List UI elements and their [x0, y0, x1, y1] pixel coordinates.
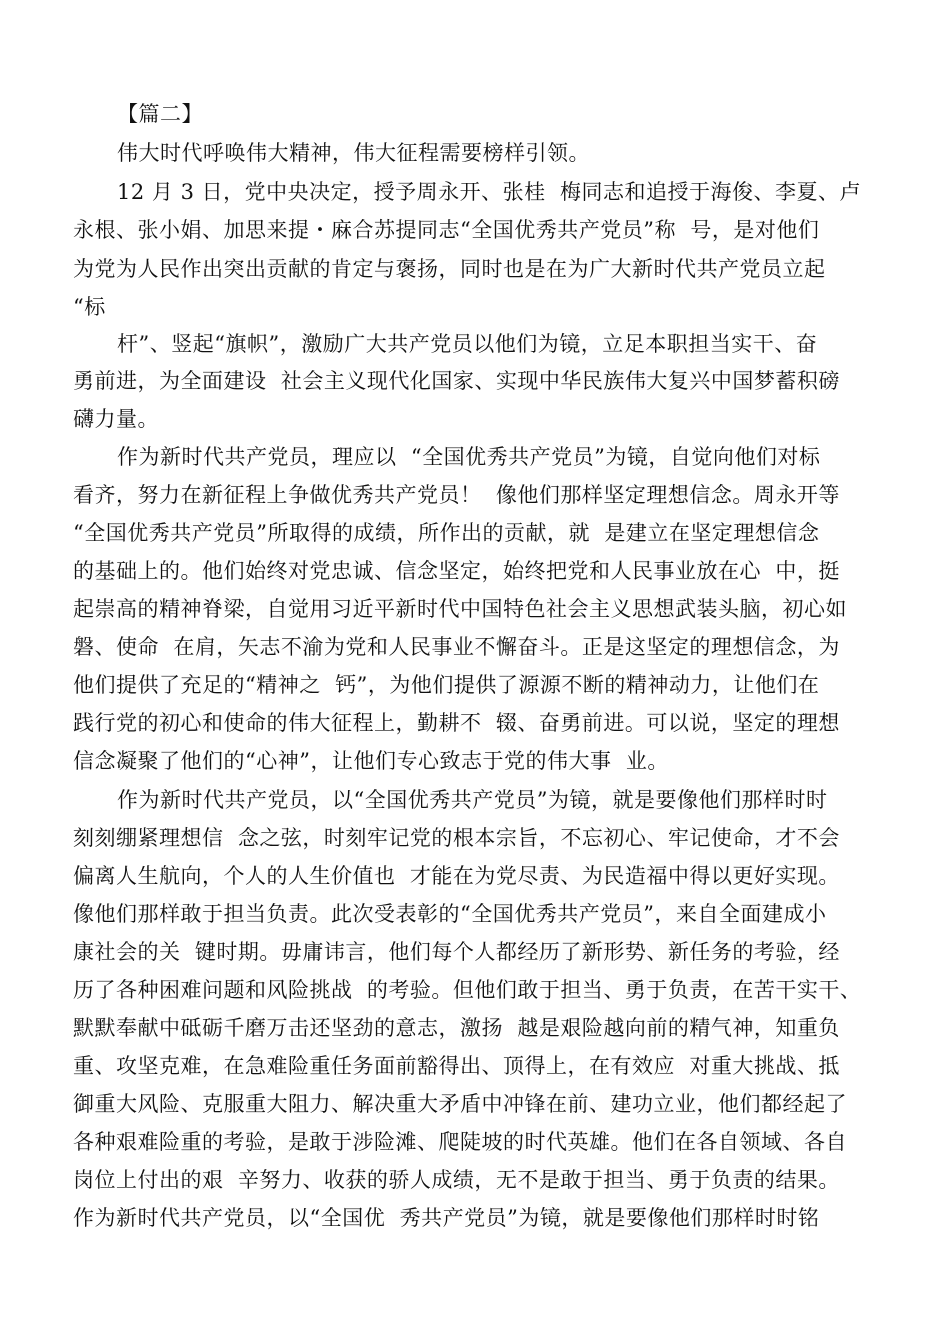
body-line: 杆”、竖起“旗帜”，激励广大共产党员以他们为镜，立足本职担当实干、奋 [117, 332, 818, 356]
body-line: 他们提供了充足的“精神之 钙”，为他们提供了源源不断的精神动力，让他们在 [73, 673, 820, 697]
body-line: 重、攻坚克难，在急难险重任务面前豁得出、顶得上，在有效应 对重大挑战、抵 [73, 1054, 840, 1078]
body-line: 作为新时代共产党员，以“全国优 秀共产党员”为镜，就是要像他们那样时时铭 [73, 1206, 820, 1230]
body-line: 磐、使命 在肩，矢志不渝为党和人民事业不懈奋斗。正是这坚定的理想信念，为 [73, 635, 840, 659]
body-line: 永根、张小娟、加思来提・麻合苏提同志“全国优秀共产党员”称 号，是对他们 [73, 218, 820, 242]
body-line: 践行党的初心和使命的伟大征程上，勤耕不 辍、奋勇前进。可以说，坚定的理想 [73, 711, 840, 735]
body-line: 岗位上付出的艰 辛努力、收获的骄人成绩，无不是敢于担当、勇于负责的结果。 [73, 1168, 840, 1192]
body-line: 偏离人生航向，个人的人生价值也 才能在为党尽责、为民造福中得以更好实现。 [73, 864, 840, 888]
body-line: 看齐，努力在新征程上争做优秀共产党员！ 像他们那样坚定理想信念。周永开等 [73, 483, 840, 507]
body-line: 信念凝聚了他们的“心神”，让他们专心致志于党的伟大事 业。 [73, 749, 669, 773]
body-line: 像他们那样敢于担当负责。此次受表彰的“全国优秀共产党员”，来自全面建成小 [73, 902, 827, 926]
body-line: 礴力量。 [73, 407, 159, 431]
body-line: 默默奉献中砥砺千磨万击还坚劲的意志，激扬 越是艰险越向前的精气神，知重负 [73, 1016, 840, 1040]
body-line: 12 月 3 日，党中央决定，授予周永开、张桂 梅同志和追授于海俊、李夏、卢 [117, 180, 861, 204]
body-line: 起崇高的精神脊梁，自觉用习近平新时代中国特色社会主义思想武装头脑，初心如 [73, 597, 847, 621]
section-heading: 【篇二】 [117, 102, 203, 126]
body-line: 各种艰难险重的考验，是敢于涉险滩、爬陡坡的时代英雄。他们在各自领域、各自 [73, 1130, 847, 1154]
body-line: 刻刻绷紧理想信 念之弦，时刻牢记党的根本宗旨，不忘初心、牢记使命，才不会 [73, 826, 840, 850]
body-line: “标 [73, 295, 106, 319]
body-line: 作为新时代共产党员，以“全国优秀共产党员”为镜，就是要像他们那样时时 [117, 788, 828, 812]
body-line: 勇前进，为全面建设 社会主义现代化国家、实现中华民族伟大复兴中国梦蓄积磅 [73, 369, 840, 393]
body-line: 御重大风险、克服重大阻力、解决重大矛盾中冲锋在前、建功立业，他们都经起了 [73, 1092, 847, 1116]
body-line: 历了各种困难问题和风险挑战 的考验。但他们敢于担当、勇于负责，在苦干实干、 [73, 978, 862, 1002]
body-line: 作为新时代共产党员，理应以 “全国优秀共产党员”为镜，自觉向他们对标 [117, 445, 821, 469]
body-line: 伟大时代呼唤伟大精神，伟大征程需要榜样引领。 [117, 141, 590, 165]
body-line: “全国优秀共产党员”所取得的成绩，所作出的贡献，就 是建立在坚定理想信念 [73, 521, 820, 545]
body-line: 康社会的关 键时期。毋庸讳言，他们每个人都经历了新形势、新任务的考验，经 [73, 940, 840, 964]
body-line: 为党为人民作出突出贡献的肯定与褒扬，同时也是在为广大新时代共产党员立起 [73, 257, 826, 281]
body-line: 的基础上的。他们始终对党忠诚、信念坚定，始终把党和人民事业放在心 中，挺 [73, 559, 840, 583]
